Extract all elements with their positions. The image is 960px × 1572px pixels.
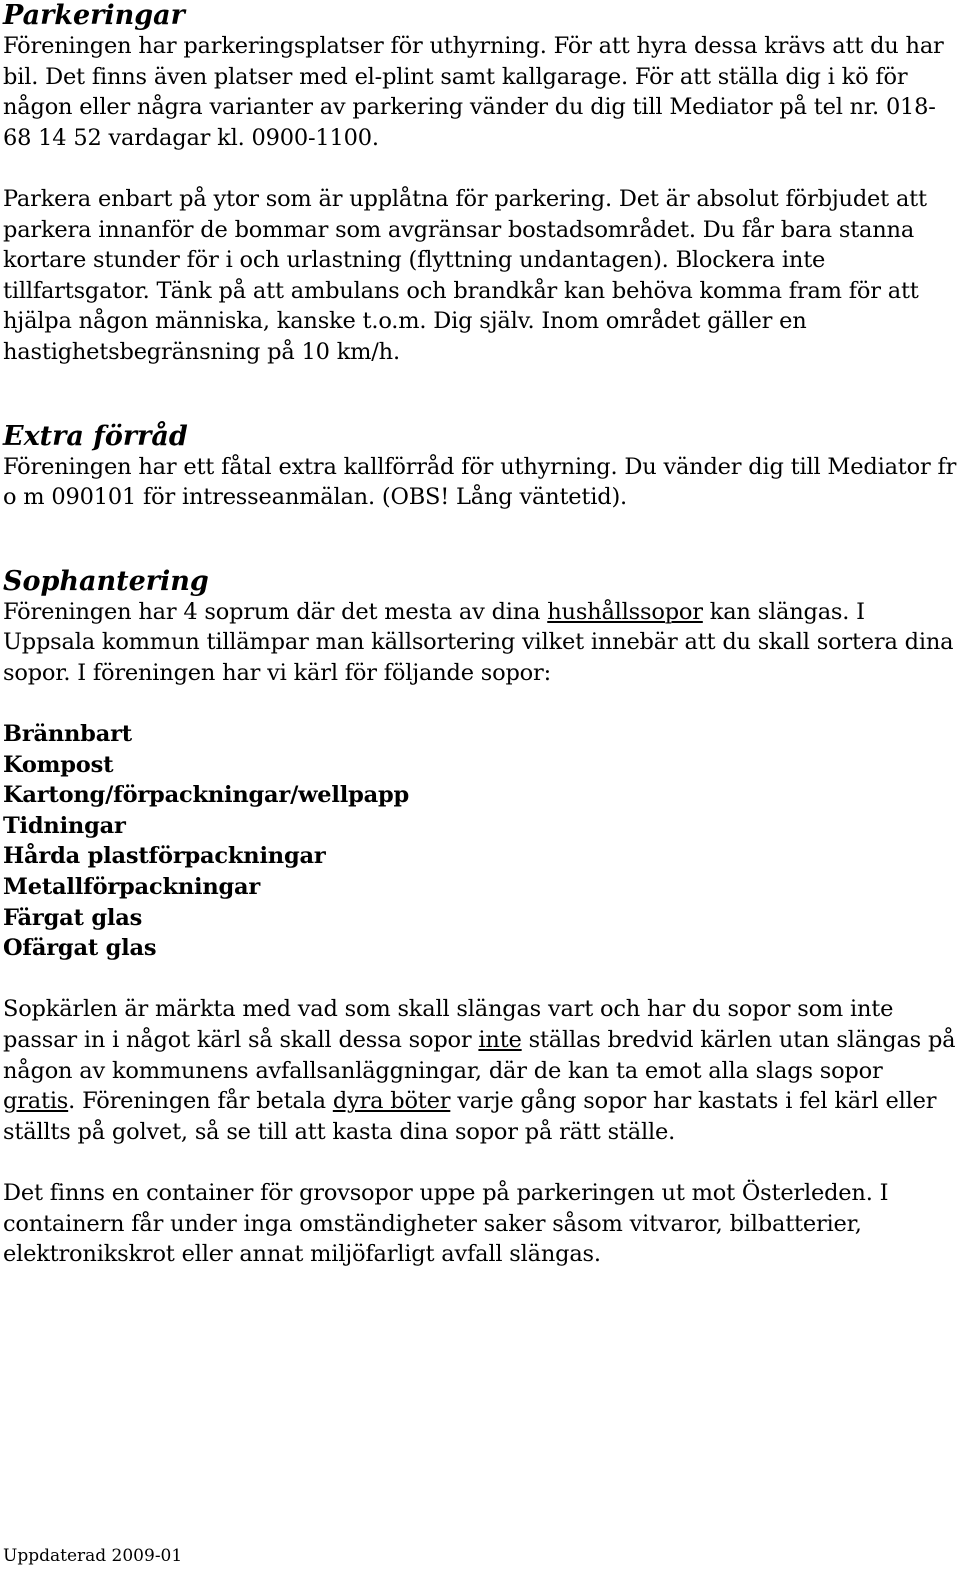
underlined-gratis: gratis xyxy=(3,1088,69,1115)
sophantering-paragraph-3: Det finns en container för grovsopor uppe på parkeringen ut mot Österleden. I containern får under inga omständigheter saker såsom vitvaror, bilbatterier, elektronikskrot eller annat miljöfarligt avfall slängas. xyxy=(3,1180,889,1268)
bin-item: Brännbart xyxy=(3,721,132,748)
text-run: ställas bredvid kärlen utan slängas på någon av kommunens avfallsanläggningar, där de kan ta emot alla slags sopor xyxy=(3,1027,956,1084)
bin-list xyxy=(3,719,958,964)
sophantering-paragraph-1 xyxy=(3,597,958,689)
underlined-hushallssopor: hushållssopor xyxy=(547,598,703,625)
underlined-dyra-boter: dyra böter xyxy=(332,1088,451,1115)
parkering-paragraph-1: Föreningen har parkeringsplatser för uthyrning. För att hyra dessa krävs att du har bil. Det finns även platser med el-plint samt kallgarage. För att ställa dig i kö för någon eller några varianter av parkering vänder du dig till Mediator på tel nr. 018-68 14 52 vardagar kl. 0900-1100. xyxy=(3,33,944,151)
text-run: Föreningen har 4 soprum där det mesta av dina xyxy=(3,598,548,625)
bin-item: Kartong/förpackningar/wellpapp xyxy=(3,782,410,809)
underlined-inte: inte xyxy=(478,1027,522,1054)
parkering-paragraph-2: Parkera enbart på ytor som är upplåtna för parkering. Det är absolut förbjudet att parkera innanför de bommar som avgränsar bostadsområdet. Du får bara stanna kortare stunder för i och urlastning (flyttning undantagen). Blockera inte tillfartsgator. Tänk på att ambulans och brandkår kan behöva komma fram för att hjälpa någon människa, kanske t.o.m. Dig själv. Inom området gäller en hastighetsbegränsning på 10 km/h. xyxy=(3,185,927,365)
heading-parkeringar: Parkeringar xyxy=(3,0,185,31)
footer-updated: Uppdaterad 2009-01 xyxy=(3,1546,183,1566)
text-run: kan slängas. I Uppsala kommun tillämpar man källsortering vilket innebär att du skall sortera dina sopor. I föreningen har vi kärl för följande sopor: xyxy=(3,598,954,686)
bin-item: Hårda plastförpackningar xyxy=(3,843,326,870)
text-run: varje gång sopor har kastats i fel kärl eller ställts på golvet, så se till att kasta dina sopor på rätt ställe. xyxy=(3,1088,937,1145)
heading-extra-forrad: Extra förråd xyxy=(3,420,188,452)
heading-sophantering: Sophantering xyxy=(3,565,209,597)
forrad-paragraph-1: Föreningen har ett fåtal extra kallförråd för uthyrning. Du vänder dig till Mediator fr o m 090101 för intresseanmälan. (OBS! Lång väntetid). xyxy=(3,453,957,511)
text-run: Sopkärlen är märkta med vad som skall slängas vart och har du sopor som inte passar in i något kärl så skall dessa sopor xyxy=(3,996,894,1054)
document-page xyxy=(3,0,958,1270)
sophantering-paragraph-2 xyxy=(3,994,958,1147)
bin-item: Metallförpackningar xyxy=(3,874,261,901)
bin-item: Färgat glas xyxy=(3,904,143,931)
text-run: . Föreningen får betala xyxy=(68,1088,333,1115)
bin-item: Ofärgat glas xyxy=(3,935,157,962)
bin-item: Kompost xyxy=(3,751,114,778)
bin-item: Tidningar xyxy=(3,812,126,839)
